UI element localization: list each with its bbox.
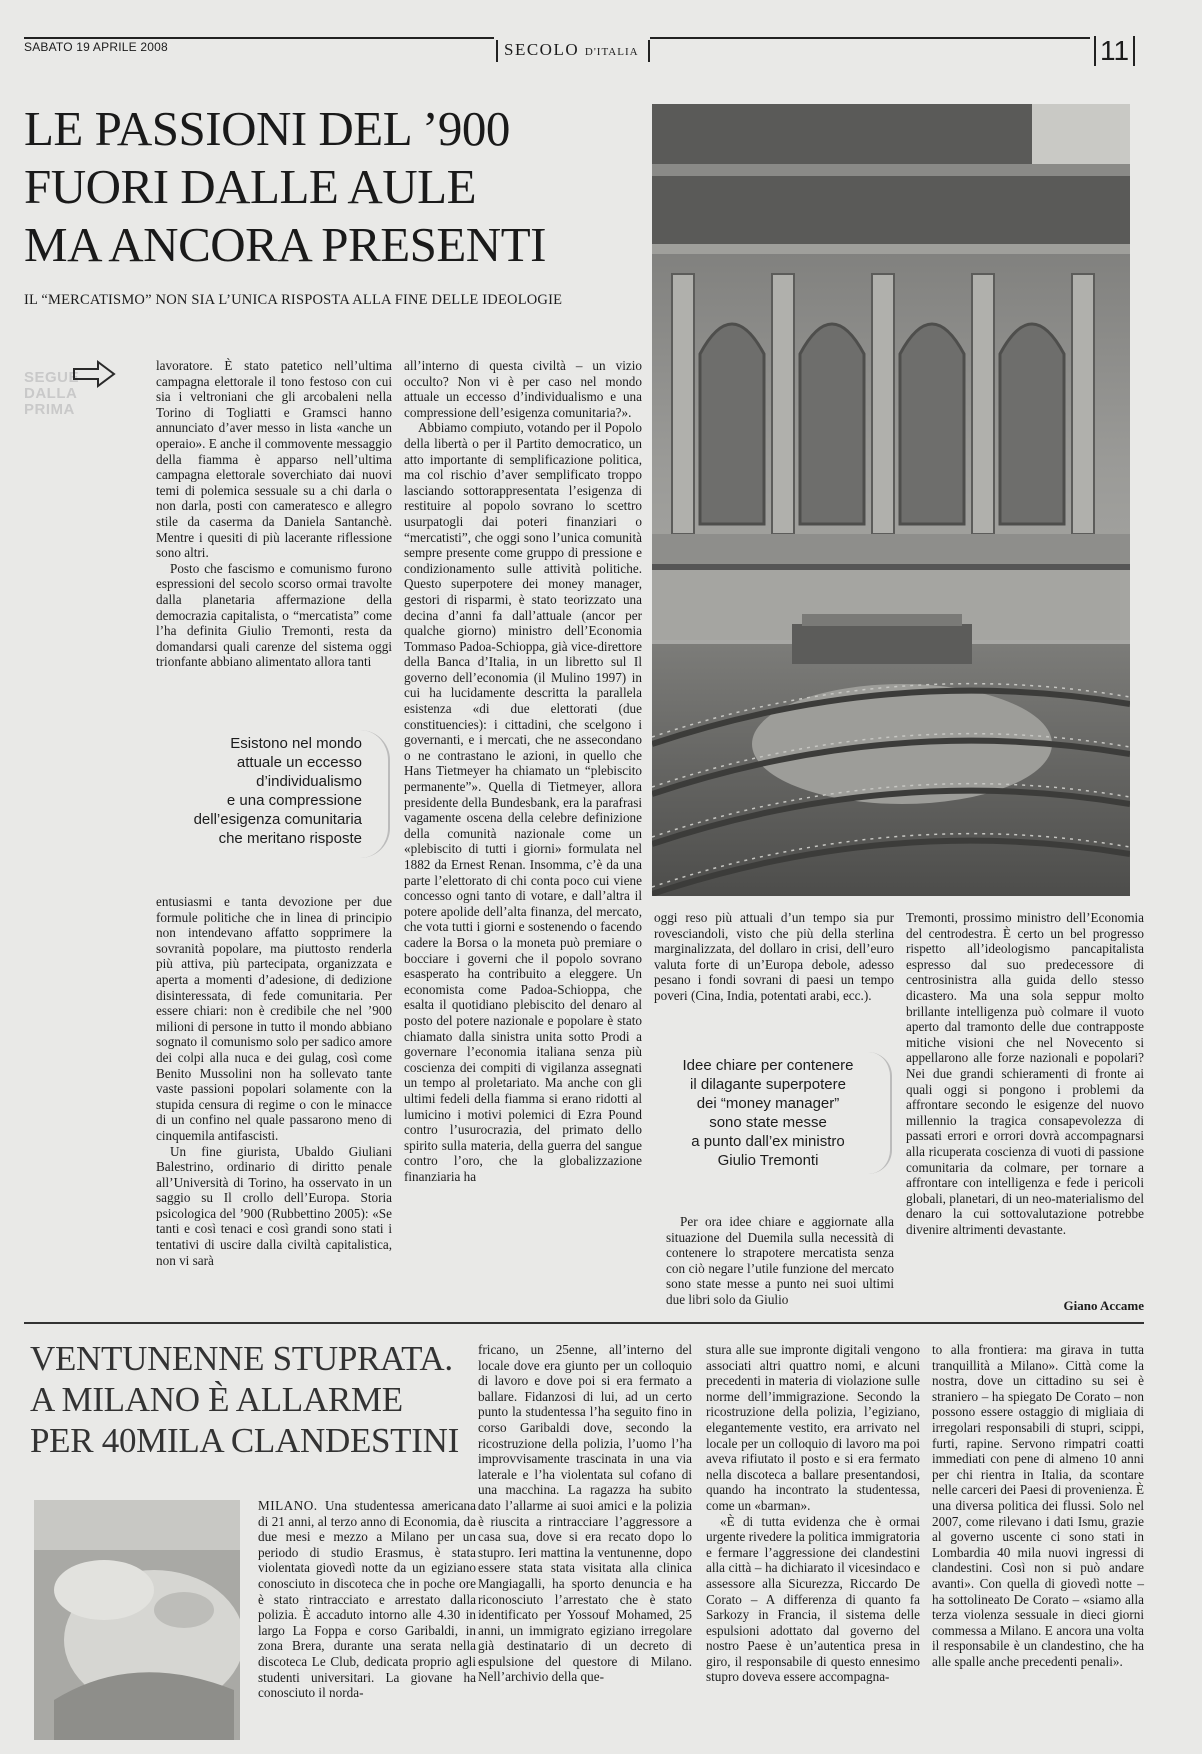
masthead <box>504 40 639 60</box>
photo-victim <box>34 1500 240 1740</box>
paragraph: Abbiamo compiuto, votando per il Popolo della libertà o per il Partito democratico, un atto importante di semplificazione politica, ma col rischio d’aver semplificato troppo lasciando sottorappresentata l’esigenza di restituire al popolo sovrano lo scettro usurpatogli dai poteri finanziari o “mercatisti”, che oggi sono l’unica comunità sempre presente come gruppo di pressione e condizionamento sulle attività politiche. Questo superpotere dei money manager, gestori di risparmi, è stato teorizzato una decina d’anni fa dall’attuale (ancor per qualche giorno) ministro dell’Economia Tommaso Padoa-Schioppa, già vice-direttore della Banca d’Italia, in un libretto sul Il governo dell’economia (il Mulino 1997) in cui ha lucidamente descritta la parallela esistenza «di due elettorati (due constituencies): i cittadini, che scelgono i governanti, e i mercati, che ne assecondano o ne contrastano le azioni, in quello che Hans Tietmeyer ha chiamato un “plebiscito permanente”». Quella di Tietmeyer, allora presidente della Bundesbank, era la parafrasi vagamente oscena della celebre definizione della comunità nazionale come un «plebiscito di tutti i giorni» formulata nel 1882 da Ernest Renan. Insomma, c’è da una parte l’elettorato di chi conta poco cui viene concesso ogni tanto di votare, e dall’altra il potere apolide dell’alta finanza, del mercato, che vota tutti i giorni e sostenendo o facendo cadere la Borsa o la moneta può premiare o bocciare i governi che il popolo sovrano esasperato ha contribuito a eleggere. Un economista come Padoa-Schioppa, che esalta il quotidiano plebiscito del denaro al posto del potere nazionale e popolare è stato chiamato dalla sinistra unita sotto Prodi a governare l’economia italiana senza più coscienza dei compiti di vigilanza assegnati un tempo al proletariato. Ma anche con gli ultimi fedeli della fiamma si erano ridotti al lumicino i motivi polemici di Ezra Pound contro l’usurocrazia, del primato dello spirito sulla materia, della guerra del sangue contro l’oro, che la globalizzazione finanziaria ha <box>404 420 642 1184</box>
quote-line: a punto dall’ex ministro <box>691 1133 845 1150</box>
article2-title-line: PER 40MILA CLANDESTINI <box>30 1421 459 1460</box>
paragraph: «È di tutta evidenza che è ormai urgente rivedere la politica immigratoria e fermare l’aggressione dei clandestini alla città – ha dichiarato il vicesindaco e assessore alla Sicurezza, Riccardo De Corato – A differenza di quanto fa Sarkozy in Francia, il sistema delle espulsioni adottato dal governo del nostro Paese è un’autentica presa in giro, il responsabile di questo ennesimo stupro doveva essere accompagna- <box>706 1513 920 1685</box>
continued-label-line: SEGUE <box>24 369 80 386</box>
paragraph: Per ora idee chiare e aggiornate alla situazione del Duemila sulla necessità di contenere lo strapotere mercatista senza con ciò negare l’utile funzione del mercato sono state messe a punto nei suoi ultimi due libri solo da Giulio <box>666 1214 894 1307</box>
quote-line: Esistono nel mondo <box>230 735 362 752</box>
article2-title-line: A MILANO È ALLARME <box>30 1380 403 1419</box>
paragraph: lavoratore. È stato patetico nell’ultima campagna elettorale il tono festoso con cui sia i veltroniani che gli arcobaleni nella Torino di Togliatti e Gramsci hanno annunciato d’aver messo in lista «anche un operaio». E anche il commovente messaggio della fiamma è apparso nell’ultima campagna elettorale soverchiato dai nuovi temi di polemica sessuale su a chi darla o non darla, posti con cameratesco e allegro stile da caserma da Daniela Santanchè. Mentre i quesiti di più lacerante riflessione sono altri. <box>156 358 392 561</box>
quote-line: attuale un eccesso <box>236 754 362 771</box>
quote-line: d’individualismo <box>256 773 362 790</box>
pull-quote-1 <box>150 734 362 848</box>
article1-col4 <box>906 910 1144 1237</box>
quote-line: Idee chiare per contenere <box>682 1057 854 1074</box>
paragraph: to alla frontiera: ma girava in tutta tranquillità a Milano». Città come la nostra, dove un cittadino su sei è straniero – ha spiegato De Corato – non possono essere ostaggio di migliaia di irregolari responsabili di stupri, scippi, furti, rapine. Servono rimpatri coatti immediati con pene di almeno 10 anni per chi rientra in Italia, da scontare nelle carceri dei Paesi di provenienza. È una diversa politica dei flussi. Solo nel 2007, come rilevano i dati Ismu, grazie al governo uscente ci sono stati in Lombardia 40 mila nuovi ingressi di clandestini. Così non si può andare avanti». Con quella di giovedì notte – ha sottolineato De Corato – «siamo alla terza violenza sessuale in dieci giorni commessa a Milano. E ancora una volta il responsabile è un clandestino, che ha alle spalle anche precedenti penali». <box>932 1342 1144 1669</box>
article1-subtitle: IL “MERCATISMO” NON SIA L’UNICA RISPOSTA ALLA FINE DELLE IDEOLOGIE <box>24 292 563 308</box>
article2-col2 <box>478 1342 692 1685</box>
article2-col4 <box>932 1342 1144 1669</box>
paragraph: Tremonti, prossimo ministro dell’Economia del centrodestra. È certo un bel progresso rispetto all’ideologismo pancapitalista espresso dal suo predecessore di centrosinistra alla guida dello stesso dicastero. Ma una sola seppur molto brillante intelligenza può colmare il vuoto aperto dal tramonto delle due contrapposte mitiche visioni che nel Novecento si appellarono alle forze nazionali e popolari? Nei due grandi schieramenti di fronte ai quali oggi si pongono i problemi da affrontare secondo le esigenze del nuovo millennio la tragica consapevolezza di passati errori e orrori dovrà accompagnarsi alla ricuperata coscienza di vuoti di passione comunitaria da colmare, per tornare a affrontare con intelligenza e fede i pericoli globali, planetari, di un neo-materialismo del denaro la cui sottovalutazione potrebbe divenire altrimenti devastante. <box>906 910 1144 1237</box>
article2-col3 <box>706 1342 920 1685</box>
quote-line: dei “money manager” <box>696 1095 840 1112</box>
header-date: SABATO 19 APRILE 2008 <box>24 40 168 54</box>
continued-label-line: PRIMA <box>24 401 75 418</box>
arrow-right-icon <box>72 360 116 388</box>
paragraph: entusiasmi e tanta devozione per due formule politiche che in linea di principio non intendevano affatto sopprimere la sovranità popolare, ma piuttosto renderla più attiva, più partecipata, organizzata e aperta a momenti d’adesione, di dedizione disinteressata, di fede comunitaria. Per essere chiari: non è credibile che nel ’900 milioni di persone in tutto il mondo abbiano sognato il comunismo solo per sadico amore dei colpi alla nuca e dei gulag, così come Benito Mussolini non ha sollevato tante vaste passioni popolari solamente con la stupida censura di regime o con le minacce di un confino nel quale passarono meno di cinquemila antifascisti. <box>156 894 392 1143</box>
article1-title <box>24 100 546 274</box>
paragraph-text: Una studentessa americana di 21 anni, al terzo anno di Economia, da due mesi e mezzo a Milano per un periodo di studio Erasmus, è stata violentata giovedì notte da un egiziano conosciuto in discoteca che in poche ore è stato rintracciato e arrestato dalla polizia. È accaduto intorno alle 4.30 in largo La Foppa e corso Garibaldi, in zona Brera, durante una serata nella discoteca Le Club, dedicata proprio agli studenti universitari. La giovane ha conosciuto il norda- <box>258 1498 477 1701</box>
quote-line: che meritano risposte <box>218 830 362 847</box>
quote-line: e una compressione <box>226 792 362 809</box>
dateline: MILANO. <box>258 1498 318 1513</box>
quote-bracket <box>868 1052 892 1174</box>
article1-col1-top <box>156 358 392 670</box>
article2-title <box>30 1338 470 1461</box>
paragraph: fricano, un 25enne, all’interno del locale dove era giunto per un colloquio di lavoro e dove poi si era fermato a ballare. Fidanzosi di lui, ad un certo punto la studentessa l’ha seguito fino in corso Garibaldi dove, secondo la ricostruzione della polizia, l’uomo l’ha improvvisamente trascinata in una via laterale e l’ha violentata sul cofano di una macchina. La ragazza ha subito dato l’allarme ai suoi amici e la polizia è riuscita a rintracciare l’aggressore a casa sua, dove si era recato dopo lo stupro. Ieri mattina la ventunenne, dopo essere stata stata visitata alla clinica Mangiagalli, ha sporto denuncia e ha riconosciuto l’arrestato che è stato identificato per Yossouf Mohamed, 25 anni, un immigrato egiziano irregolare già destinatario di un decreto di espulsione del questore di Milano. Nell’archivio della que- <box>478 1342 692 1685</box>
paragraph: oggi reso più attuali d’un tempo sia pur rovesciandoli, visto che più della sterlina marginalizzata, del dollaro in crisi, dell’euro valuta forte di un’Europa debole, adesso pesano i fondi sovrani di paesi un tempo poveri (Cina, India, potentati arabi, ecc.). <box>654 910 894 1003</box>
photo-chamber-of-deputies <box>652 104 1130 896</box>
article2-col1 <box>258 1498 476 1701</box>
header-divider-right <box>648 40 650 62</box>
masthead-main: SECOLO <box>504 40 580 59</box>
quote-line: dell’esigenza comunitaria <box>193 811 362 828</box>
article2-title-line: VENTUNENNE STUPRATA. <box>30 1339 453 1378</box>
paragraph: all’interno di questa civiltà – un vizio occulto? Non vi è per caso nel mondo attuale un eccesso d’individualismo e una compressione dell’esigenza comunitaria?». <box>404 358 642 420</box>
pull-quote-2 <box>658 1056 878 1170</box>
header-rule-right <box>650 37 1090 39</box>
quote-line: Giulio Tremonti <box>717 1152 819 1169</box>
continued-label <box>24 370 79 418</box>
signature: Giano Accame <box>1063 1298 1144 1313</box>
article-separator <box>24 1322 1144 1324</box>
article1-col3-top <box>654 910 894 1004</box>
paragraph: Un fine giurista, Ubaldo Giuliani Balestrino, ordinario di diritto penale all’Università di Torino, ha osservato in un saggio su Il crollo dell’Europa. Storia psicologica del ’900 (Rubbettino 2005): «Se tanti e così tenaci e così grandi sono stati i tentativi di uscire dalla civiltà capitalistica, non vi sarà <box>156 1143 392 1268</box>
paragraph <box>258 1498 476 1701</box>
paragraph: Posto che fascismo e comunismo furono espressioni del secolo scorso ormai travolte dalla planetaria affermazione della democrazia capitalista, o “mercatista” come l’ha definita Giulio Tremonti, resta da domandarsi quali carenze del sistema oggi trionfante abbiano alimentato allora tanti <box>156 560 392 670</box>
article1-col3-bottom <box>666 1214 894 1308</box>
header-rule-left <box>24 37 494 39</box>
header-divider-left <box>496 40 498 62</box>
paragraph: stura alle sue impronte digitali vengono associati altri quattro nomi, e alcuni precedenti in materia di violazione sulle norme dell’immigrazione. Secondo la ricostruzione della polizia, l’egiziano, elegantemente vestito, era arrivato nel locale per un colloquio di lavoro ma poi aveva rifiutato il posto e si era fermato nella discoteca a ballare presentandosi, quando ha incontrato la studentessa, come un «barman». <box>706 1342 920 1513</box>
masthead-small: D'ITALIA <box>584 46 639 58</box>
article1-col1-bottom <box>156 894 392 1268</box>
article1-title-line: MA ANCORA PRESENTI <box>24 217 546 272</box>
quote-line: il dilagante superpotere <box>690 1076 846 1093</box>
victim-illustration <box>34 1500 240 1740</box>
continued-label-line: DALLA <box>24 385 78 402</box>
article1-col2 <box>404 358 642 1184</box>
chamber-illustration <box>652 104 1130 896</box>
article1-title-line: LE PASSIONI DEL ’900 <box>24 101 510 156</box>
quote-line: sono state messe <box>709 1114 827 1131</box>
quote-bracket <box>360 730 390 858</box>
page-number: 11 <box>1094 36 1135 66</box>
article1-title-line: FUORI DALLE AULE <box>24 159 477 214</box>
